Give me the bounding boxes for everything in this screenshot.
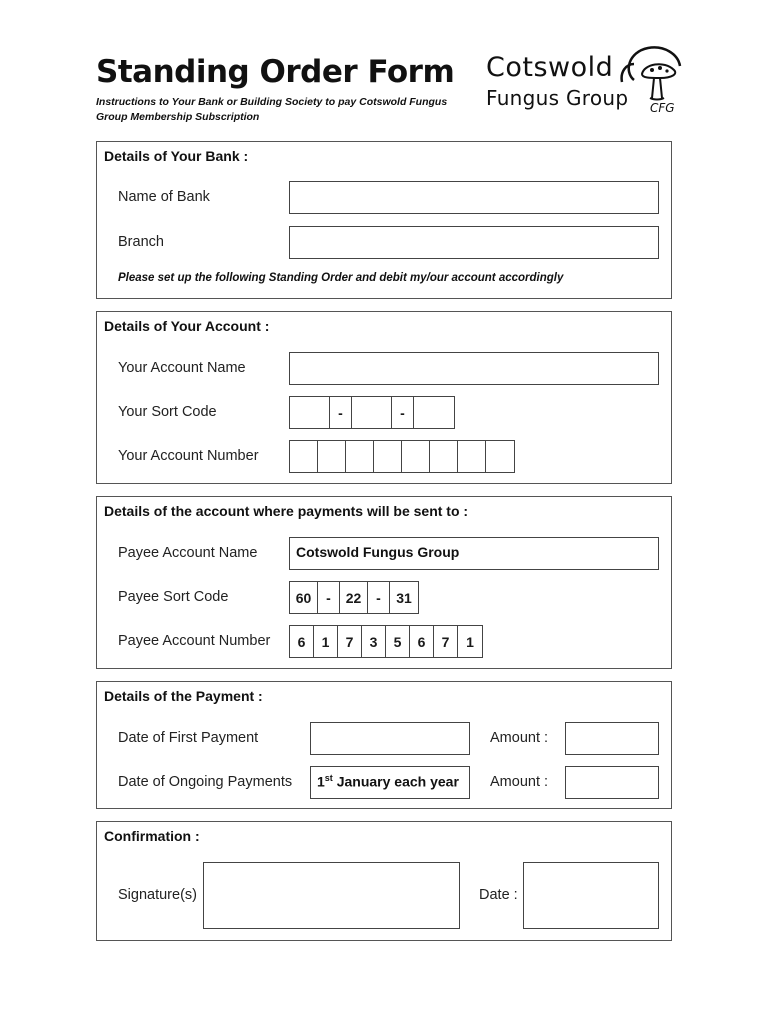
section-title: Details of Your Account : [104,318,270,334]
form-subtitle: Instructions to Your Bank or Building Society to pay Cotswold Fungus Group Membership Subscription [96,96,448,123]
payee-sort-code-part: 60 [290,582,318,613]
logo-initials: CFG [650,101,675,115]
account-number-digit[interactable] [430,441,458,472]
cfg-logo [486,42,686,122]
ongoing-payment-date-field [310,766,470,799]
ongoing-amount-label: Amount : [490,774,549,790]
sort-code-separator: - [392,397,414,428]
date-label: Date : [479,887,518,903]
payee-account-digit: 7 [434,626,458,657]
ongoing-amount-field[interactable] [565,766,659,799]
ongoing-payments-label: Date of Ongoing Payments [118,774,293,790]
account-name-label: Your Account Name [118,360,246,376]
form-title: Standing Order Form [96,54,455,90]
sort-code-part[interactable] [414,397,454,428]
sort-code-part[interactable] [352,397,392,428]
first-payment-date-field[interactable] [310,722,470,755]
payee-name-label: Payee Account Name [118,545,258,561]
section-title: Details of Your Bank : [104,148,249,164]
confirmation-section [96,821,672,941]
account-number-digit[interactable] [402,441,430,472]
signature-label: Signature(s) [118,887,197,903]
payee-sort-code-field [289,581,419,614]
payee-account-digit: 7 [338,626,362,657]
branch-label: Branch [118,234,164,250]
sort-code-label: Your Sort Code [118,404,217,420]
payee-account-number-label: Payee Account Number [118,633,271,649]
payee-sort-code-part: 31 [396,589,412,606]
first-amount-field[interactable] [565,722,659,755]
bank-name-field[interactable] [289,181,659,214]
date-field[interactable] [523,862,659,929]
payee-account-digit: 6 [290,626,314,657]
account-details-section [96,311,672,484]
account-number-digit[interactable] [374,441,402,472]
payee-account-number-field [289,625,483,658]
ongoing-payment-date-value: 1st January each year [317,773,459,790]
sort-code-part[interactable] [290,397,330,428]
sort-code-separator: - [318,582,340,613]
payee-account-digit: 1 [314,626,338,657]
section-title: Confirmation : [104,828,200,844]
payee-details-section [96,496,672,669]
mushroom-icon [620,42,686,122]
payee-sort-code-part: 22 [340,582,368,613]
sort-code-field[interactable] [289,396,455,429]
payee-name-value: Cotswold Fungus Group [296,544,460,560]
instruction-note: Please set up the following Standing Order and debit my/our account accordingly [118,272,564,284]
payee-account-digit: 6 [410,626,434,657]
payee-account-digit: 5 [386,626,410,657]
account-name-field[interactable] [289,352,659,385]
account-number-digit[interactable] [486,441,514,472]
account-number-digit[interactable] [346,441,374,472]
account-number-digit[interactable] [318,441,346,472]
section-title: Details of the Payment : [104,688,263,704]
payee-account-digit: 3 [362,626,386,657]
bank-details-section [96,141,672,299]
signature-field[interactable] [203,862,460,929]
branch-field[interactable] [289,226,659,259]
sort-code-separator: - [368,582,390,613]
logo-text-line1: Cotswold [486,52,614,83]
first-amount-label: Amount : [490,730,549,746]
account-number-digit[interactable] [458,441,486,472]
account-number-digit[interactable] [290,441,318,472]
logo-text-line2: Fungus Group [486,86,629,110]
payee-account-digit: 1 [466,633,474,650]
account-number-field[interactable] [289,440,515,473]
section-title: Details of the account where payments will be sent to : [104,503,469,519]
bank-name-label: Name of Bank [118,189,210,205]
first-payment-label: Date of First Payment [118,730,259,746]
sort-code-separator: - [330,397,352,428]
payee-name-field [289,537,659,570]
payment-details-section [96,681,672,809]
payee-sort-code-label: Payee Sort Code [118,589,229,605]
account-number-label: Your Account Number [118,448,259,464]
